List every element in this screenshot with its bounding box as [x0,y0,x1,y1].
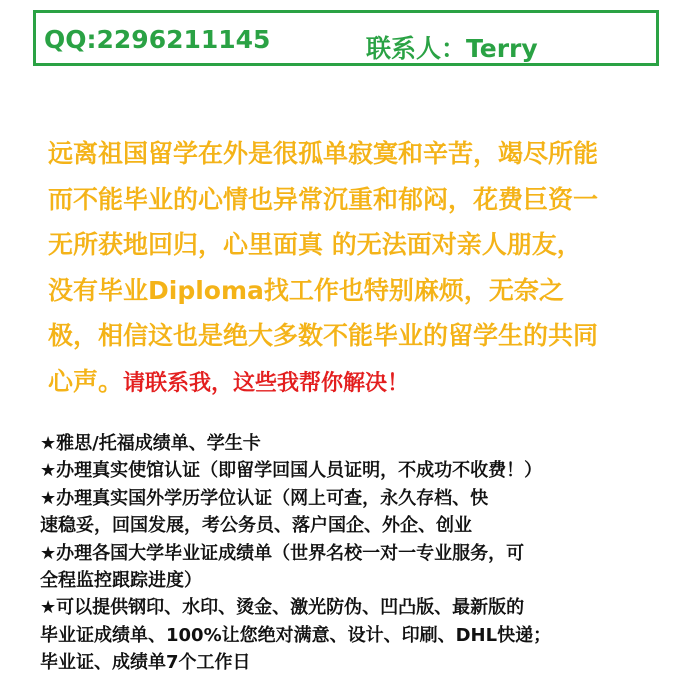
intro-line: 远离祖国留学在外是很孤单寂寞和辛苦，竭尽所能 [48,139,599,168]
call-to-action: 请联系我，这些我帮你解决！ [123,370,410,396]
intro-line-text: 心声。 [48,366,124,396]
service-line: ★办理各国大学毕业证成绩单（世界名校一对一专业服务，可 [40,542,525,564]
service-line: 速稳妥，回国发展，考公务员、落户国企、外企、创业 [40,515,472,537]
service-line: ★可以提供钢印、水印、烫金、激光防伪、凹凸版、最新版的 [40,597,525,619]
services-list [40,430,680,677]
service-line: ★办理真实使馆认证（即留学回国人员证明，不成功不收费！） [40,460,543,482]
contact-person: 联系人：Terry [366,34,538,63]
service-line: ★办理真实国外学历学位认证（网上可查，永久存档、快 [40,487,489,509]
intro-line: 极，相信这也是绝大多数不能毕业的留学生的共同 [48,321,599,350]
contact-box [33,10,659,66]
intro-line: 无所获地回归，心里面真 的无法面对亲人朋友， [48,230,582,259]
intro-line: 没有毕业Diploma找工作也特别麻烦，无奈之 [48,275,564,305]
service-line: ★雅思/托福成绩单、学生卡 [40,433,261,454]
service-line: 毕业证、成绩单7个工作日 [40,652,251,674]
service-line: 全程监控跟踪进度） [40,570,202,592]
intro-line-last [48,359,658,407]
qq-number: QQ:2296211145 [44,25,271,54]
intro-paragraph [48,131,658,406]
intro-line: 而不能毕业的心情也异常沉重和郁闷，花费巨资一 [48,184,599,214]
service-line: 毕业证成绩单、100%让您绝对满意、设计、印刷、DHL快递； [40,624,552,646]
